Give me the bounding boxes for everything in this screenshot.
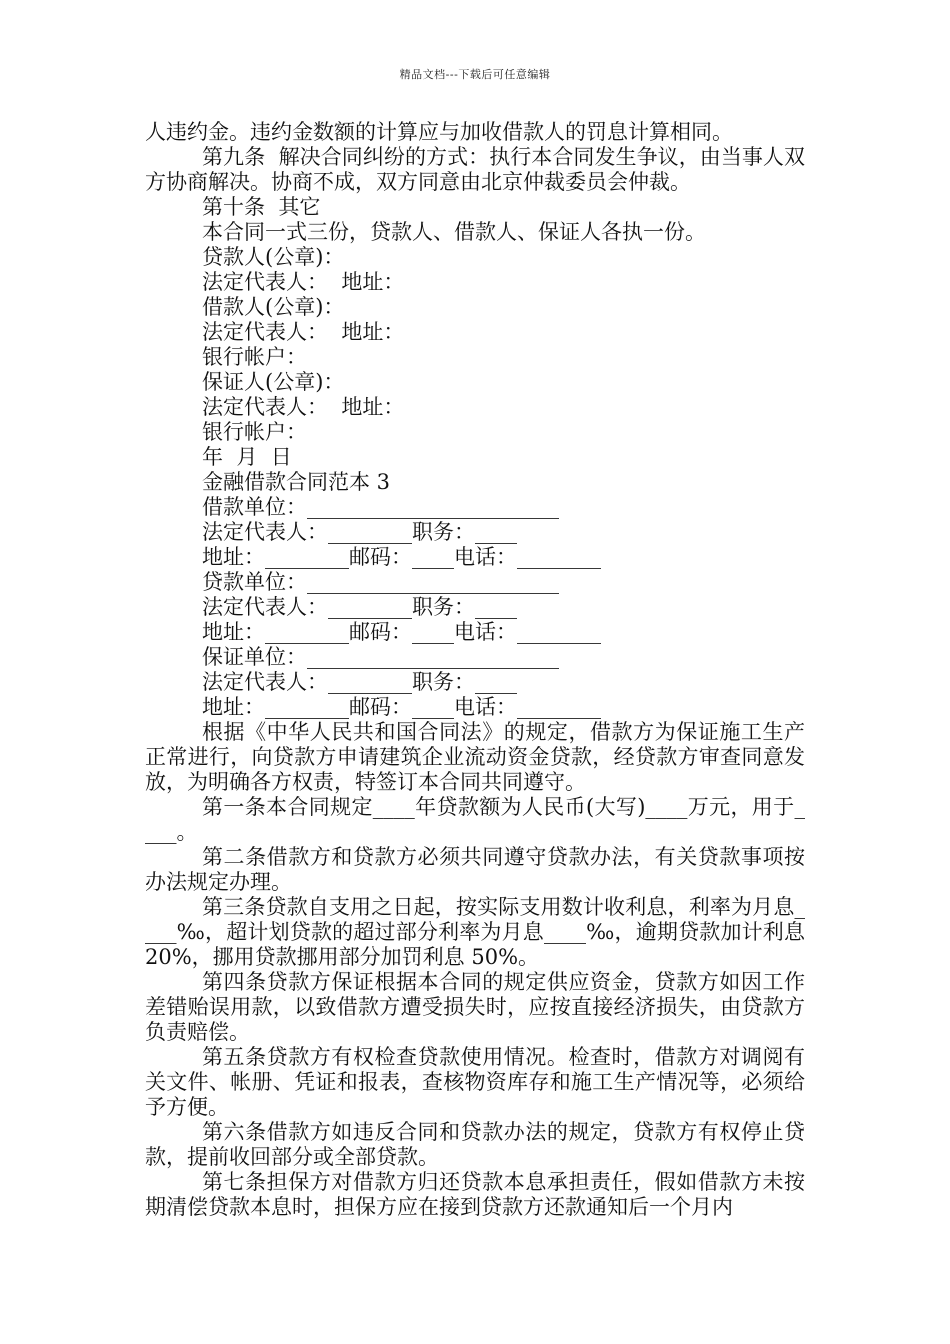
- paragraph: 第一条本合同规定____年贷款额为人民币(大写)____万元，用于____。: [145, 795, 805, 844]
- paragraph: 法定代表人：________职务：____: [202, 595, 517, 619]
- paragraph: 银行帐户：: [202, 420, 307, 444]
- paragraph: 借款人(公章)：: [202, 295, 345, 319]
- paragraph: 第六条借款方如违反合同和贷款办法的规定，贷款方有权停止贷款，提前收回部分或全部贷款。: [145, 1120, 805, 1169]
- document-body: [145, 120, 812, 1220]
- paragraph: 根据《中华人民共和国合同法》的规定，借款方为保证施工生产正常进行，向贷款方申请建筑企业流动资金贷款，经贷款方审查同意发放，为明确各方权责，特签订本合同共同遵守。: [145, 720, 805, 794]
- paragraph: 第二条借款方和贷款方必须共同遵守贷款办法，有关贷款事项按办法规定办理。: [145, 845, 805, 894]
- paragraph: 第四条贷款方保证根据本合同的规定供应资金，贷款方如因工作差错贻误用款，以致借款方遭受损失时，应按直接经济损失，由贷款方负责赔偿。: [145, 970, 805, 1044]
- paragraph: 法定代表人： 地址：: [202, 320, 405, 344]
- paragraph: 银行帐户：: [202, 345, 307, 369]
- paragraph: 金融借款合同范本 3: [202, 470, 391, 494]
- paragraph: 第三条贷款自支用之日起，按实际支用数计收利息，利率为月息____‰，超计划贷款的超过部分利率为月息____‰，逾期贷款加计利息 20%，挪用贷款挪用部分加罚利息 50%。: [145, 895, 812, 969]
- paragraph: 第九条 解决合同纠纷的方式：执行本合同发生争议，由当事人双方协商解决。协商不成，双方同意由北京仲裁委员会仲裁。: [145, 145, 805, 194]
- paragraph: 第七条担保方对借款方归还贷款本息承担责任，假如借款方未按期清偿贷款本息时，担保方应在接到贷款方还款通知后一个月内: [145, 1170, 805, 1219]
- paragraph: 第五条贷款方有权检查贷款使用情况。检查时，借款方对调阅有关文件、帐册、凭证和报表，查核物资库存和施工生产情况等，必须给予方便。: [145, 1045, 805, 1119]
- paragraph: 借款单位：________________________: [202, 495, 559, 519]
- paragraph: 贷款人(公章)：: [202, 245, 345, 269]
- paragraph: 地址：________邮码：____电话：________: [202, 545, 601, 569]
- paragraph: 保证单位：________________________: [202, 645, 559, 669]
- paragraph: 地址：________邮码：____电话：________: [202, 620, 601, 644]
- paragraph: 地址：________邮码：____电话：________: [202, 695, 601, 719]
- paragraph: 法定代表人： 地址：: [202, 270, 405, 294]
- paragraph: 第十条 其它: [202, 195, 321, 219]
- paragraph: 贷款单位：________________________: [202, 570, 559, 594]
- paragraph: 法定代表人：________职务：____: [202, 670, 517, 694]
- paragraph: 保证人(公章)：: [202, 370, 345, 394]
- paragraph: 人违约金。违约金数额的计算应与加收借款人的罚息计算相同。: [145, 120, 733, 144]
- paragraph: 法定代表人：________职务：____: [202, 520, 517, 544]
- paragraph: 年 月 日: [202, 445, 292, 469]
- paragraph: 法定代表人： 地址：: [202, 395, 405, 419]
- paragraph: 本合同一式三份，贷款人、借款人、保证人各执一份。: [202, 220, 706, 244]
- page-header: 精品文档---下载后可任意编辑: [399, 68, 551, 81]
